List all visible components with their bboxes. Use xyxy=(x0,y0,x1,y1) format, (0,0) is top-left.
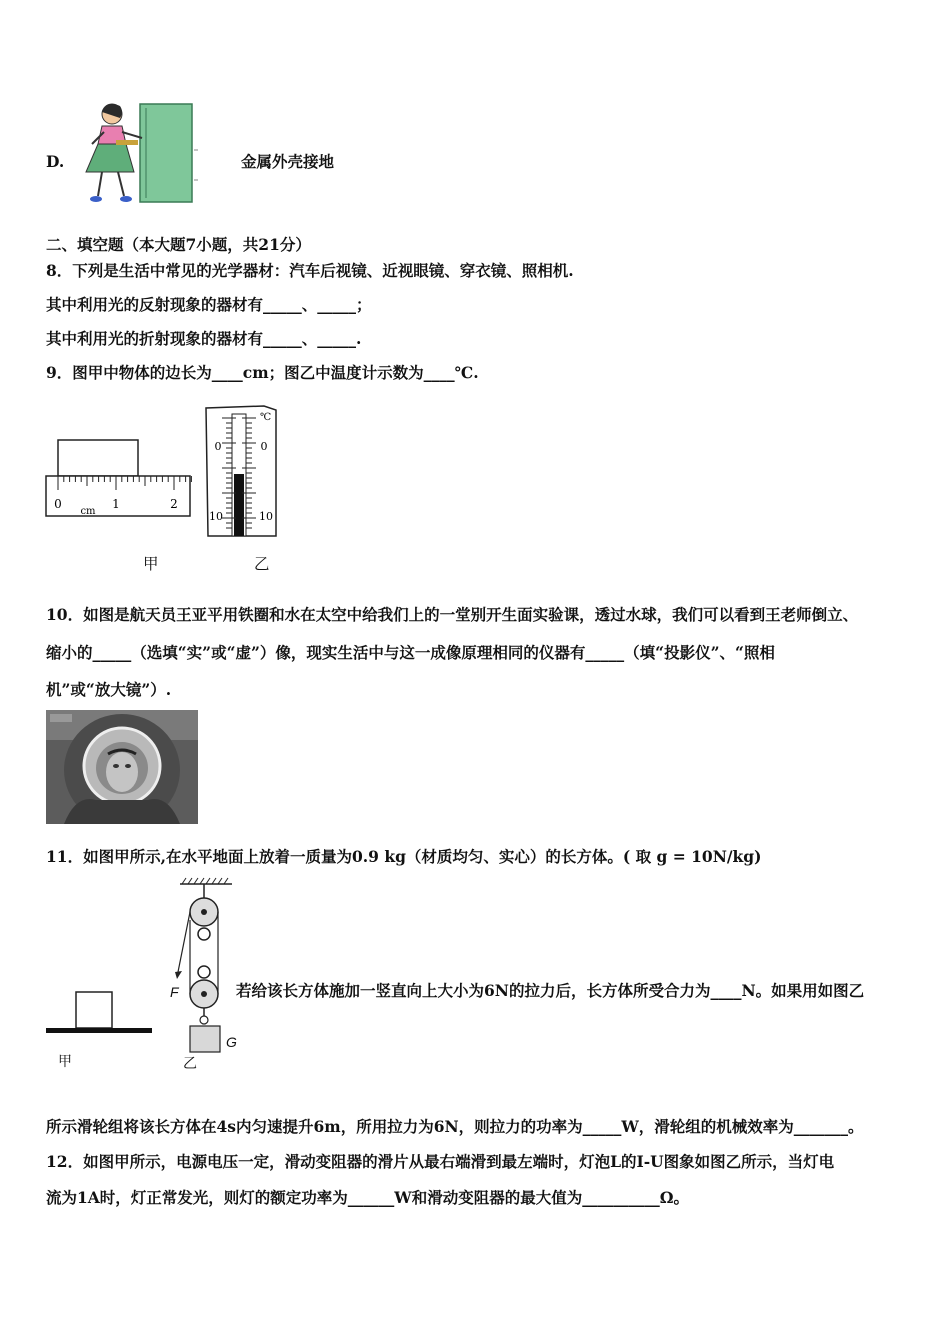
ground xyxy=(46,1028,152,1033)
q8-stem: 8．下列是生活中常见的光学器材：汽车后视镜、近视眼镜、穿衣镜、照相机. xyxy=(46,261,574,280)
thermo-label-right-0: 0 xyxy=(260,440,268,453)
q11-side-text: 若给该长方体施加一竖直向上大小为6N的拉力后，长方体所受合力为____N。如果用如图乙 xyxy=(236,981,865,1000)
q11-continued-line: 所示滑轮组将该长方体在4s内匀速提升6m，所用拉力为6N，则拉力的功率为_____W，滑轮组的机械效率为_______。 xyxy=(46,1117,864,1136)
force-label: F xyxy=(170,984,179,1000)
option-d-label: D. xyxy=(46,152,65,171)
q12-line2: 流为1A时，灯正常发光，则灯的额定功率为______W和滑动变阻器的最大值为__________Ω。 xyxy=(46,1188,690,1207)
mercury-column xyxy=(234,474,244,536)
q8-refraction-line: 其中利用光的折射现象的器材有_____、_____. xyxy=(46,329,362,348)
q11-stem: 11．如图甲所示,在水平地面上放着一质量为0.9 kg（材质均匀、实心）的长方体。( 取 g = 10N/kg) xyxy=(46,847,762,866)
q8-reflection-line: 其中利用光的反射现象的器材有_____、_____； xyxy=(46,295,372,314)
q10-line1: 10．如图是航天员王亚平用铁圈和水在太空中给我们上的一堂别开生面实验课，透过水球，我们可以看到王老师倒立、 xyxy=(46,605,859,624)
measured-block xyxy=(58,440,138,476)
q10-line3: 机”或“放大镜”）. xyxy=(46,680,172,699)
fig-yi-caption: 乙 xyxy=(183,1056,197,1072)
thermo-label-right-10: 10 xyxy=(259,510,273,523)
section-heading: 二、填空题（本大题7小题，共21分） xyxy=(46,235,311,254)
q12-line1: 12．如图甲所示，电源电压一定，滑动变阻器的滑片从最右端滑到最左端时，灯泡L的I-U图象如图乙所示，当灯电 xyxy=(46,1152,835,1171)
ruler-tick-2: 2 xyxy=(170,497,178,511)
weight-label: G xyxy=(226,1034,237,1050)
fig-jia-caption: 甲 xyxy=(58,1054,72,1070)
thermometer-caption: 乙 xyxy=(254,555,270,573)
q10-line2: 缩小的_____（选填“实”或“虚”）像，现实生活中与这一成像原理相同的仪器有_____（填“投影仪”、“照相 xyxy=(46,643,775,662)
ruler-figure xyxy=(44,436,194,520)
ruler-tick-1: 1 xyxy=(112,497,120,511)
block-on-ground-figure xyxy=(46,990,154,1036)
water-ball-photo xyxy=(46,710,198,824)
weight-block xyxy=(190,1026,220,1052)
block xyxy=(76,992,112,1028)
girl-fridge-illustration xyxy=(76,100,198,208)
ruler-tick-0: 0 xyxy=(54,497,62,511)
ruler-unit: cm xyxy=(80,506,96,517)
option-d-text: 金属外壳接地 xyxy=(241,152,335,171)
q9-stem: 9．图甲中物体的边长为____cm；图乙中温度计示数为____℃. xyxy=(46,363,479,382)
thermo-label-left-10: 10 xyxy=(209,510,223,523)
ruler-caption: 甲 xyxy=(143,555,159,573)
thermo-label-left-0: 0 xyxy=(214,440,222,453)
thermo-unit: ℃ xyxy=(260,412,272,423)
thermometer-figure xyxy=(204,404,282,540)
